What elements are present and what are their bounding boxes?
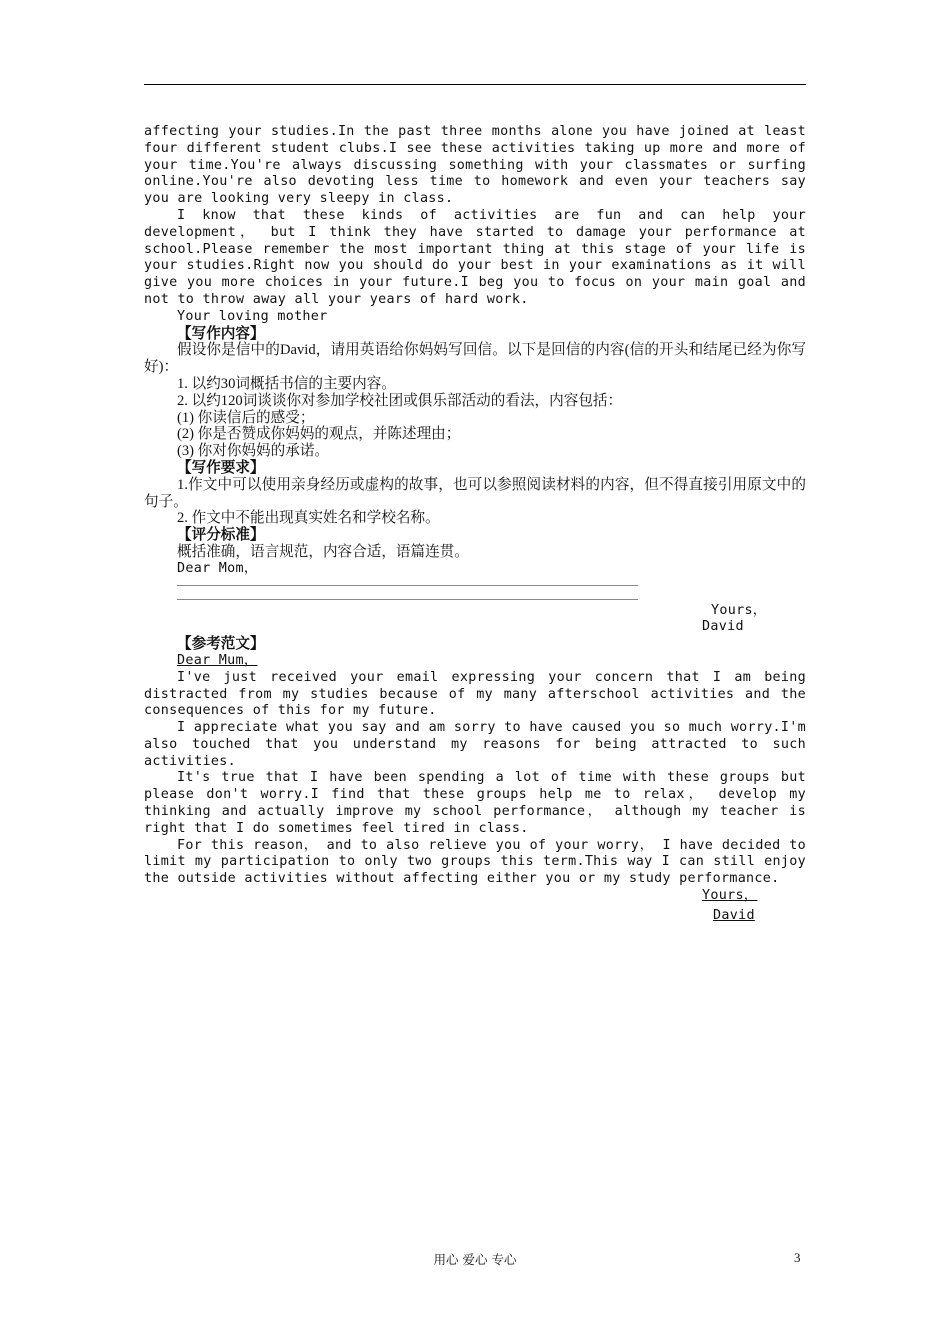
- scoring-heading: 【评分标准】: [177, 527, 265, 544]
- task-subitem-1: (1) 你读信后的感受；: [177, 409, 315, 426]
- requirement-2: 2. 作文中不能出现真实姓名和学校名称。: [177, 510, 440, 527]
- task-subitem-3: (3) 你对你妈妈的承诺。: [177, 443, 330, 460]
- answer-blank-line-1: [177, 585, 638, 586]
- sample-paragraph-2: I appreciate what you say and am sorry to have caused you so much worry.I'm also touched that you understand my reasons for being attracted to such activities.: [144, 720, 806, 769]
- mother-letter-paragraph-2: I know that these kinds of activities are fun and can help your development， but I think they have started to damage your performance at school.Please remember the most important thing at this stage of your life is your studies.Right now you should do your best in your examinations as it will give you more choices in your future.I beg you to focus on your main goal and not to throw away all your years of hard work.: [144, 207, 806, 307]
- sample-closing: Yours，: [702, 888, 758, 904]
- task-heading: 【写作内容】: [177, 325, 265, 342]
- page-content: [144, 124, 806, 925]
- mother-letter-paragraph-1: affecting your studies.In the past three months alone you have joined at least four different student clubs.I see these activities taking up more and more of your time.You're always discussing something with your classmates or surfing online.You're also devoting less time to homework and even your teachers say you are looking very sleepy in class.: [144, 124, 806, 207]
- scoring-text: 概括准确，语言规范，内容合适，语篇连贯。: [177, 543, 469, 560]
- sample-paragraph-4: For this reason， and to also relieve you of your worry， I have decided to limit my participation to only two groups this term.This way I can still enjoy the outside activities without affecting either you or my study performance.: [144, 837, 806, 887]
- page-number: 3: [794, 1250, 801, 1265]
- sample-greeting: Dear Mum，: [177, 652, 258, 668]
- sample-name: David: [713, 907, 755, 923]
- answer-closing: Yours，: [711, 602, 767, 618]
- sample-paragraph-1: I've just received your email expressing your concern that I am being distracted from my studies because of my many afterschool activities and the consequences of this for my future.: [144, 669, 806, 719]
- answer-name: David: [702, 619, 744, 635]
- footer-motto: 用心 爱心 专心: [433, 1252, 517, 1267]
- task-subitem-2: (2) 你是否赞成你妈妈的观点，并陈述理由；: [177, 426, 461, 443]
- answer-greeting: Dear Mom，: [177, 560, 258, 576]
- requirements-heading: 【写作要求】: [177, 459, 265, 476]
- requirement-1: 1.作文中可以使用亲身经历或虚构的故事，也可以参照阅读材料的内容，但不得直接引用原文中的句子。: [144, 476, 806, 510]
- task-item-1: 1. 以约30词概括书信的主要内容。: [177, 375, 396, 392]
- task-item-2: 2. 以约120词谈谈你对参加学校社团或俱乐部活动的看法，内容包括：: [177, 392, 623, 409]
- header-rule: [144, 84, 806, 85]
- sample-paragraph-3: It's true that I have been spending a lot of time with these groups but please don't worry.I find that these groups help me to relax， develop my thinking and actually improve my school performance， although my teacher is right that I do sometimes feel tired in class.: [144, 770, 806, 836]
- sample-heading: 【参考范文】: [177, 636, 265, 653]
- mother-letter-signoff: Your loving mother: [177, 308, 328, 324]
- task-intro: 假设你是信中的David，请用英语给你妈妈写回信。以下是回信的内容(信的开头和结尾已经为你写好)：: [144, 342, 806, 376]
- answer-blank-line-2: [177, 599, 638, 600]
